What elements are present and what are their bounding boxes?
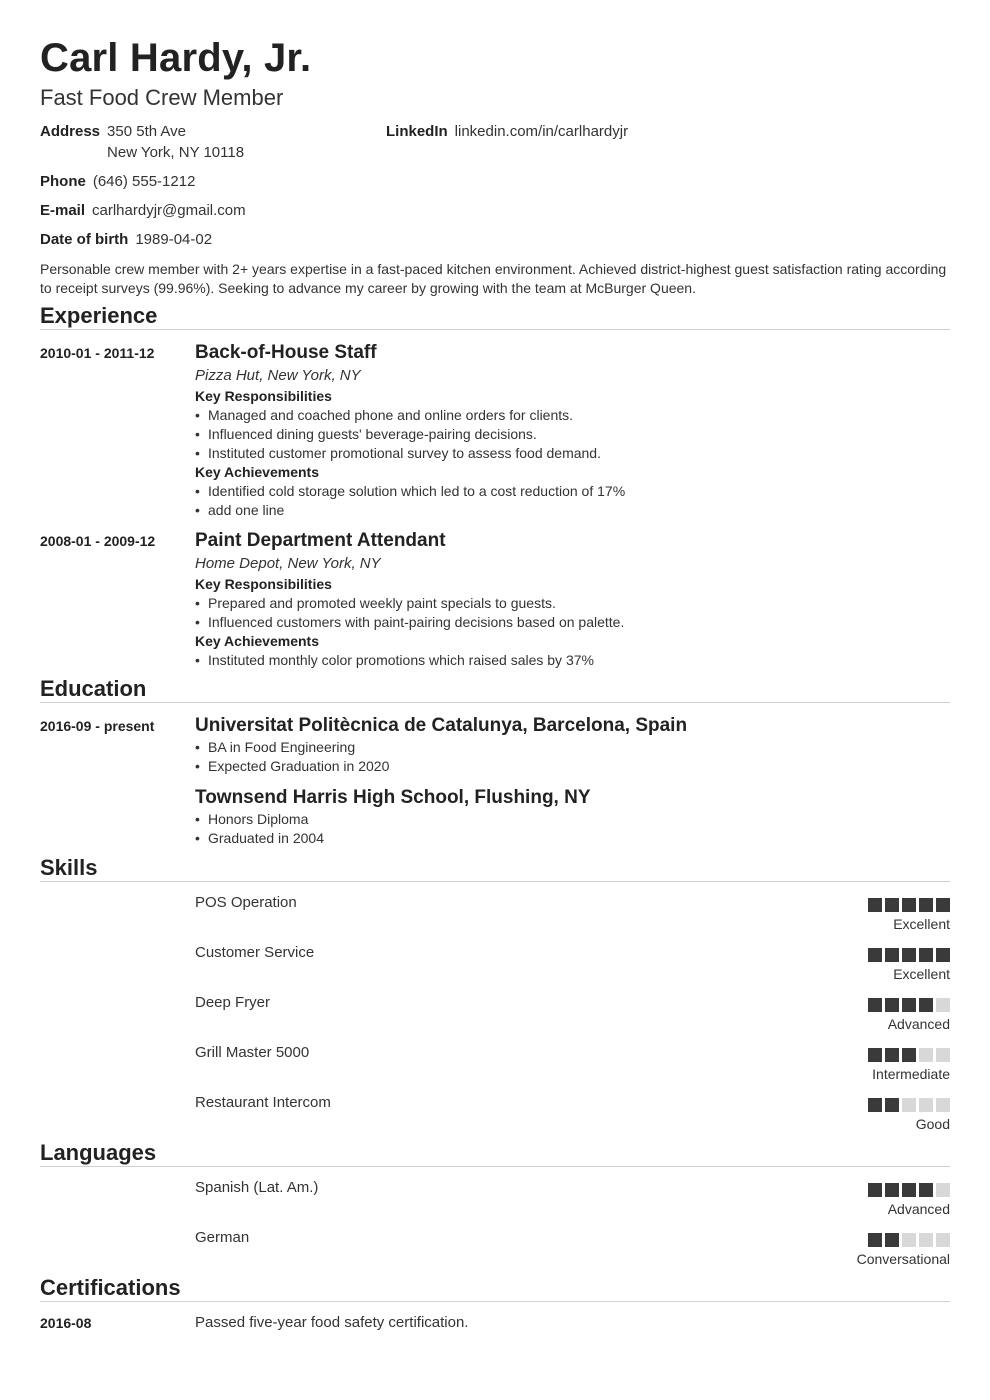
skill-level: Intermediate — [872, 1066, 950, 1082]
list-item: • Influenced customers with paint-pairing decisions based on palette. — [195, 613, 935, 632]
skill-level: Excellent — [893, 916, 950, 932]
skill-name: POS Operation — [195, 894, 297, 911]
rating-square-filled — [885, 1098, 899, 1112]
achievements-label: Key Achievements — [195, 464, 319, 480]
job-title: Fast Food Crew Member — [40, 85, 284, 110]
school-details — [195, 810, 935, 848]
rating-square-empty — [902, 1233, 916, 1247]
job-role: Back-of-House Staff — [195, 342, 377, 363]
education-entry — [195, 786, 935, 848]
rating-square-filled — [936, 948, 950, 962]
rating-square-filled — [868, 948, 882, 962]
list-item: • Managed and coached phone and online orders for clients. — [195, 406, 935, 425]
experience-divider — [40, 329, 950, 330]
dob-label: Date of birth — [40, 231, 129, 248]
phone-label: Phone — [40, 173, 86, 190]
list-item: • Instituted monthly color promotions which raised sales by 37% — [195, 651, 935, 670]
language-level: Conversational — [856, 1251, 950, 1267]
skill-rating — [868, 1048, 950, 1062]
responsibilities-list — [195, 406, 935, 463]
rating-square-filled — [868, 1233, 882, 1247]
language-name: Spanish (Lat. Am.) — [195, 1179, 319, 1196]
list-item: • Identified cold storage solution which led to a cost reduction of 17% — [195, 482, 935, 501]
skill-level: Excellent — [893, 966, 950, 982]
education-entry — [195, 714, 935, 776]
email-field — [40, 200, 246, 221]
rating-square-filled — [868, 1098, 882, 1112]
rating-square-empty — [936, 1183, 950, 1197]
address-line2: New York, NY 10118 — [107, 144, 245, 161]
candidate-name: Carl Hardy, Jr. — [40, 36, 312, 80]
list-item: • BA in Food Engineering — [195, 738, 935, 757]
certification-date: 2016-08 — [40, 1315, 92, 1331]
list-item: • add one line — [195, 501, 935, 520]
rating-square-filled — [919, 948, 933, 962]
rating-square-filled — [919, 1183, 933, 1197]
languages-divider — [40, 1166, 950, 1167]
rating-square-filled — [919, 998, 933, 1012]
rating-square-empty — [936, 998, 950, 1012]
rating-square-empty — [902, 1098, 916, 1112]
skill-rating — [868, 948, 950, 962]
education-divider — [40, 702, 950, 703]
education-heading: Education — [40, 676, 147, 701]
experience-heading: Experience — [40, 303, 158, 328]
address-line1: 350 5th Ave — [107, 123, 186, 140]
list-item: • Expected Graduation in 2020 — [195, 757, 935, 776]
school-name: Townsend Harris High School, Flushing, NY — [195, 787, 591, 808]
certifications-divider — [40, 1301, 950, 1302]
dob-field — [40, 229, 212, 250]
linkedin-field — [386, 121, 628, 142]
rating-square-empty — [936, 1233, 950, 1247]
rating-square-filled — [885, 948, 899, 962]
responsibilities-label: Key Responsibilities — [195, 388, 332, 404]
skill-rating — [868, 998, 950, 1012]
achievements-list — [195, 651, 935, 670]
language-rating — [868, 1183, 950, 1197]
school-details — [195, 738, 935, 776]
rating-square-filled — [885, 1048, 899, 1062]
language-rating — [868, 1233, 950, 1247]
rating-square-filled — [885, 1233, 899, 1247]
skill-name: Deep Fryer — [195, 994, 271, 1011]
profile-summary: Personable crew member with 2+ years expertise in a fast-paced kitchen environment. Achieved district-highest guest satisfaction rating according to receipt surveys (99.96%). Seeking to advance my career by growing with the team at McBurger Queen. — [40, 261, 947, 296]
list-item: • Prepared and promoted weekly paint specials to guests. — [195, 594, 935, 613]
job-company: Pizza Hut, New York, NY — [195, 367, 361, 384]
address-field — [40, 121, 244, 163]
certifications-heading: Certifications — [40, 1275, 181, 1300]
job-entry — [195, 529, 935, 670]
skill-level: Advanced — [887, 1016, 950, 1032]
linkedin-label: LinkedIn — [386, 123, 448, 140]
list-item: • Graduated in 2004 — [195, 829, 935, 848]
rating-square-filled — [868, 998, 882, 1012]
linkedin-link[interactable]: linkedin.com/in/carlhardyjr — [454, 123, 629, 140]
achievements-label: Key Achievements — [195, 633, 319, 649]
email-label: E-mail — [40, 202, 86, 219]
skills-divider — [40, 881, 950, 882]
rating-square-empty — [936, 1098, 950, 1112]
list-item: • Honors Diploma — [195, 810, 935, 829]
rating-square-filled — [868, 898, 882, 912]
languages-heading: Languages — [40, 1140, 157, 1165]
skill-name: Grill Master 5000 — [195, 1044, 310, 1061]
rating-square-filled — [868, 1183, 882, 1197]
achievements-list — [195, 482, 935, 520]
language-name: German — [195, 1229, 250, 1246]
rating-square-filled — [868, 1048, 882, 1062]
rating-square-filled — [936, 898, 950, 912]
rating-square-empty — [919, 1098, 933, 1112]
rating-square-filled — [885, 998, 899, 1012]
skill-name: Restaurant Intercom — [195, 1094, 331, 1111]
list-item: • Influenced dining guests' beverage-pairing decisions. — [195, 425, 935, 444]
address-label: Address — [40, 123, 101, 140]
email-value[interactable]: carlhardyjr@gmail.com — [92, 202, 246, 219]
job-role: Paint Department Attendant — [195, 530, 446, 551]
rating-square-filled — [919, 898, 933, 912]
job-company: Home Depot, New York, NY — [195, 555, 381, 572]
rating-square-filled — [902, 1183, 916, 1197]
rating-square-empty — [919, 1233, 933, 1247]
skill-name: Customer Service — [195, 944, 315, 961]
language-level: Advanced — [887, 1201, 950, 1217]
phone-value: (646) 555-1212 — [92, 173, 196, 190]
skills-heading: Skills — [40, 855, 98, 880]
rating-square-filled — [885, 1183, 899, 1197]
school-name: Universitat Politècnica de Catalunya, Barcelona, Spain — [195, 715, 688, 736]
certification-text: Passed five-year food safety certification. — [195, 1314, 469, 1331]
rating-square-empty — [936, 1048, 950, 1062]
list-item: • Instituted customer promotional survey to assess food demand. — [195, 444, 935, 463]
skill-rating — [868, 1098, 950, 1112]
rating-square-filled — [902, 998, 916, 1012]
skill-level: Good — [915, 1116, 950, 1132]
education-dates: 2016-09 - present — [40, 718, 155, 734]
rating-square-filled — [902, 1048, 916, 1062]
rating-square-empty — [919, 1048, 933, 1062]
job-dates: 2008-01 - 2009-12 — [40, 533, 156, 549]
rating-square-filled — [902, 898, 916, 912]
job-dates: 2010-01 - 2011-12 — [40, 345, 155, 361]
skill-rating — [868, 898, 950, 912]
rating-square-filled — [885, 898, 899, 912]
job-entry — [195, 341, 935, 520]
rating-square-filled — [902, 948, 916, 962]
dob-value: 1989-04-02 — [135, 231, 213, 248]
responsibilities-label: Key Responsibilities — [195, 576, 332, 592]
phone-field — [40, 171, 195, 192]
responsibilities-list — [195, 594, 935, 632]
